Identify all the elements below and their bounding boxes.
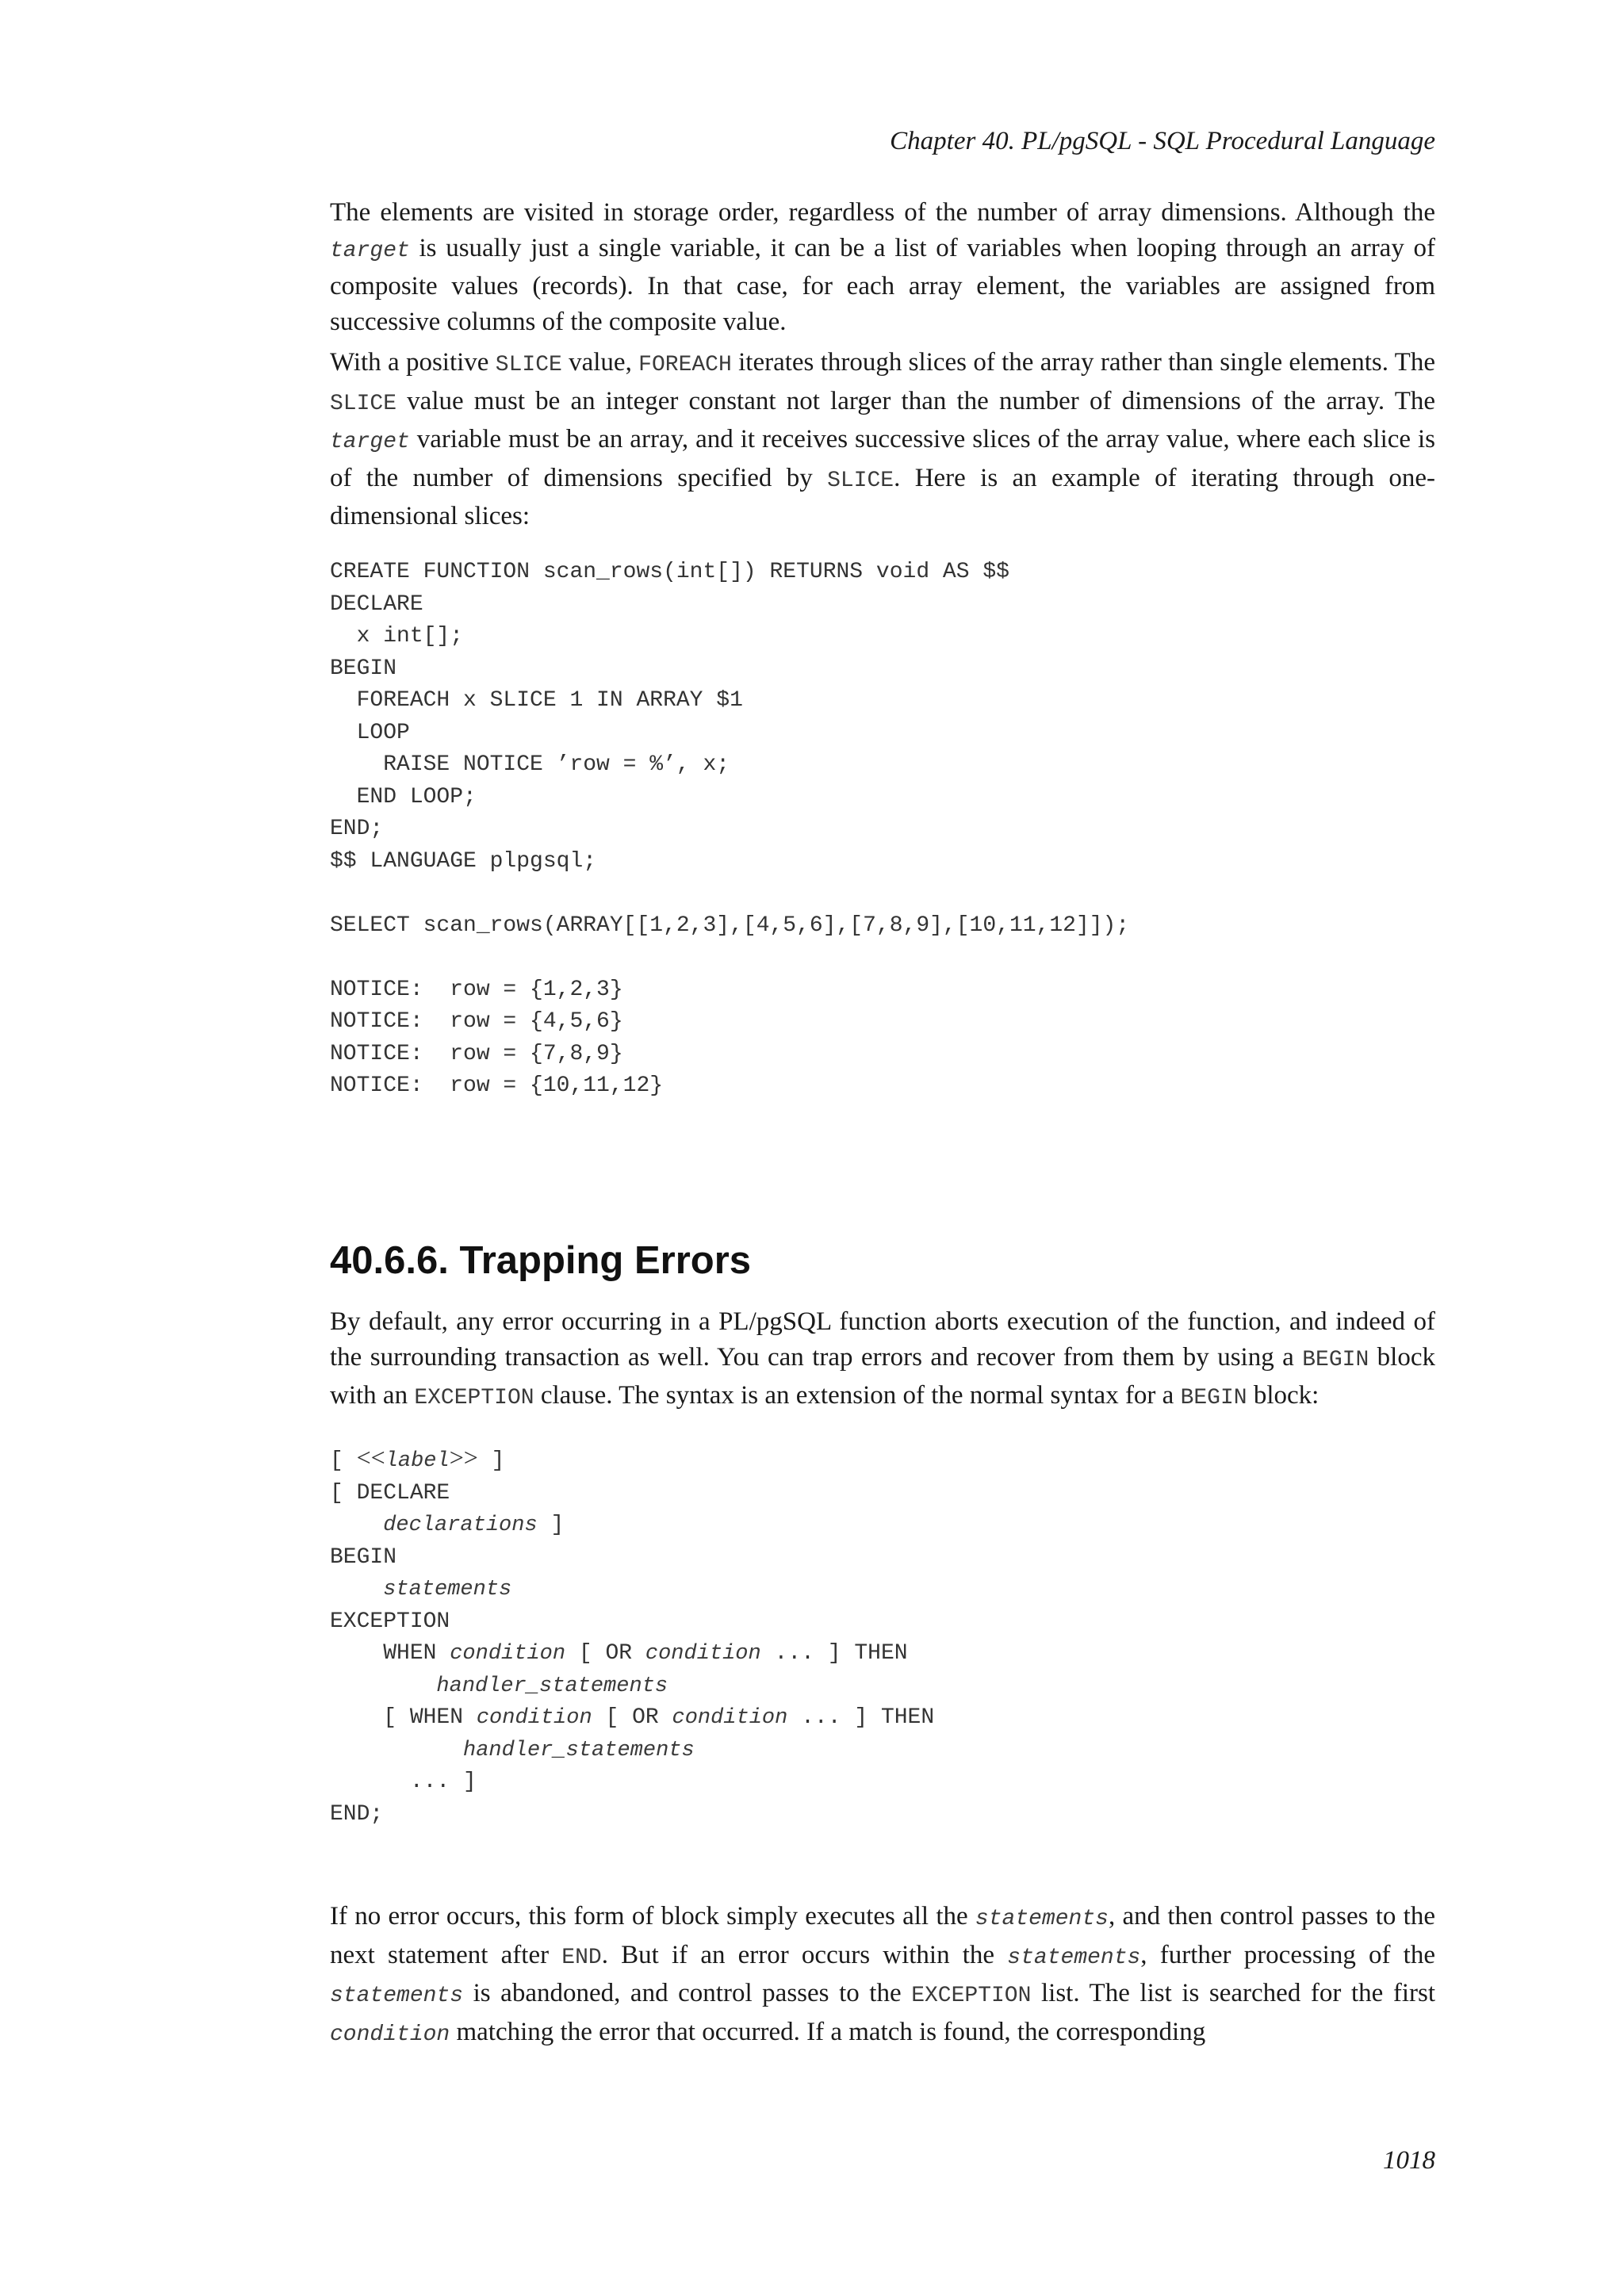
code-line: END LOOP;: [330, 784, 477, 809]
page-number: 1018: [1383, 2146, 1435, 2175]
code-syntax-exception-block: [ <<label>> ] [ DECLARE declarations ] BEGIN statements EXCEPTION WHEN condition [ OR condition ... ] THEN handler_statements [ WHEN condition [ OR condition ... ] THEN handler_statements ... ] END;: [330, 1443, 935, 1827]
inline-code: EXCEPTION: [911, 1984, 1032, 2008]
paragraph-trapping-intro: By default, any error occurring in a PL/pgSQL function aborts execution of the function, and indeed of the surrounding transaction as well. You can trap errors and recover from them by using a BEGIN block with an EXCEPTION clause. The syntax is an extension of the normal syntax for a BEGIN block:: [330, 1307, 1435, 1410]
syntax-placeholder: condition: [450, 1642, 566, 1666]
code-line: NOTICE: row = {1,2,3}: [330, 977, 623, 1002]
code-line: FOREACH x SLICE 1 IN ARRAY $1: [330, 688, 743, 713]
running-header: Chapter 40. PL/pgSQL - SQL Procedural Language: [890, 127, 1435, 155]
inline-code: BEGIN: [1302, 1347, 1369, 1372]
inline-code: END: [561, 1945, 602, 1970]
code-line: DECLARE: [330, 591, 423, 617]
paragraph-slice: With a positive SLICE value, FOREACH iterates through slices of the array rather than single elements. The SLICE value must be an integer constant not larger than the number of dimensions of the array. The target variable must be an array, and it receives successive slices of the array value, where each slice is of the number of dimensions specified by SLICE. Here is an example of iterating through one-dimensional slices:: [330, 348, 1435, 530]
code-line: RAISE NOTICE ’row = %’, x;: [330, 752, 730, 777]
code-line: END;: [330, 817, 384, 841]
code-example-scan-rows: [330, 557, 1435, 1103]
code-line: NOTICE: row = {7,8,9}: [330, 1041, 623, 1066]
syntax-placeholder: handler_statements: [436, 1674, 668, 1698]
syntax-placeholder: handler_statements: [463, 1738, 695, 1762]
code-line: BEGIN: [330, 656, 397, 681]
syntax-placeholder: condition: [645, 1642, 761, 1666]
paragraph-array-order: The elements are visited in storage order, regardless of the number of array dimensions. Although the target is usually just a single variable, it can be a list of variables when looping through an array of composite values (records). In that case, for each array element, the variables are assigned from successive columns of the composite value.: [330, 198, 1435, 336]
inline-code: SLICE: [827, 468, 894, 493]
syntax-placeholder: label: [385, 1449, 450, 1473]
syntax-placeholder: condition: [672, 1706, 788, 1730]
syntax-placeholder: declarations: [383, 1513, 538, 1537]
syntax-placeholder: condition: [476, 1706, 592, 1730]
code-line: x int[];: [330, 624, 464, 649]
inline-code: EXCEPTION: [414, 1386, 534, 1410]
section-heading: 40.6.6. Trapping Errors: [330, 1239, 752, 1282]
inline-code: SLICE: [330, 391, 397, 416]
code-line: NOTICE: row = {4,5,6}: [330, 1009, 623, 1034]
code-line: NOTICE: row = {10,11,12}: [330, 1073, 664, 1098]
code-variable: statements: [1007, 1945, 1141, 1970]
code-line: $$ LANGUAGE plpgsql;: [330, 848, 597, 874]
syntax-placeholder: statements: [383, 1578, 512, 1601]
code-variable: target: [330, 238, 410, 263]
code-line: SELECT scan_rows(ARRAY[[1,2,3],[4,5,6],[7,8,9],[10,11,12]]);: [330, 913, 1130, 938]
inline-code: SLICE: [495, 353, 562, 377]
code-variable: statements: [330, 1984, 464, 2008]
code-variable: statements: [975, 1907, 1109, 1931]
code-line: CREATE FUNCTION scan_rows(int[]) RETURNS void AS $$: [330, 560, 1009, 584]
inline-code: FOREACH: [638, 353, 732, 377]
code-variable: condition: [330, 2022, 450, 2047]
inline-code: BEGIN: [1180, 1386, 1247, 1410]
code-line: LOOP: [330, 720, 410, 745]
code-variable: target: [330, 430, 410, 454]
paragraph-exception-flow: If no error occurs, this form of block simply executes all the statements, and then control passes to the next statement after END. But if an error occurs within the statements, further processing of the statements is abandoned, and control passes to the EXCEPTION list. The list is searched for the first condition matching the error that occurred. If a match is found, the corresponding: [330, 1902, 1435, 2047]
